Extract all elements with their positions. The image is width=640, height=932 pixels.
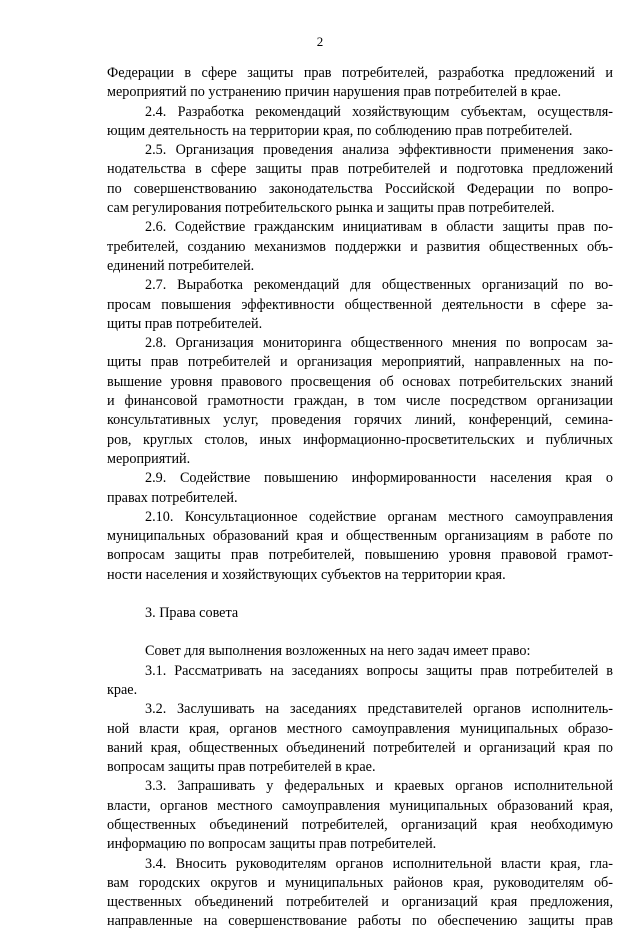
document-body (107, 64, 613, 932)
text-line: Совет для выполнения возложенных на него задач имеет право: (145, 643, 531, 660)
text-line: 3.4. Вносить руководителям органов исполнительной власти края, гла- (145, 855, 613, 872)
text-line: 2.5. Организация проведения анализа эффективности применения зако- (145, 142, 613, 159)
text-line: щиты прав потребителей. (107, 315, 263, 332)
text-line: по совершенствованию законодательства Российской Федерации по вопро- (107, 180, 613, 197)
paragraph (107, 334, 613, 469)
text-line: 2.4. Разработка рекомендаций хозяйствующим субъектам, осуществля- (145, 103, 613, 120)
text-line: мероприятий по устранению причин нарушения прав потребителей в крае. (107, 84, 562, 101)
text-line: 3.1. Рассматривать на заседаниях вопросы защиты прав потребителей в (145, 662, 613, 679)
paragraph (107, 276, 613, 334)
text-line: муниципальных образований края и общественным организациям в работе по (107, 528, 613, 545)
text-line: власти, органов местного самоуправления муниципальных образований края, (107, 797, 613, 814)
text-line: вопросам защиты прав потребителей, повышению уровня правовой грамот- (107, 547, 613, 564)
paragraph-gap (107, 585, 613, 604)
text-line: требителей, созданию механизмов поддержки и развития общественных объ- (107, 238, 613, 255)
paragraph (107, 855, 613, 932)
paragraph (107, 218, 613, 276)
text-line: ности населения и хозяйствующих субъектов на территории края. (107, 566, 506, 583)
page-number: 2 (316, 34, 324, 49)
text-line: правах потребителей. (107, 489, 238, 506)
text-line: сам регулирования потребительского рынка и защиты прав потребителей. (107, 200, 555, 217)
text-line: щиты прав потребителей и организация мероприятий, направленных на по- (107, 354, 613, 371)
paragraph (107, 64, 613, 103)
text-line: 3.2. Заслушивать на заседаниях представителей органов исполнитель- (145, 701, 613, 718)
paragraph (107, 642, 613, 661)
paragraph (107, 700, 613, 777)
paragraph (107, 604, 613, 623)
text-line: и финансовой грамотности граждан, в том числе посредством организации (107, 393, 613, 410)
text-line: вопросам защиты прав потребителей в крае. (107, 759, 376, 776)
text-line: просам повышения эффективности общественной деятельности в сфере за- (107, 296, 613, 313)
text-line: 3.3. Запрашивать у федеральных и краевых органов исполнительной (145, 778, 613, 795)
text-line: общественных объединений потребителей, организаций края необходимую (107, 816, 613, 833)
text-line: 2.9. Содействие повышению информированности населения края о (145, 470, 613, 487)
text-line: консультативных услуг, проведения горячих линий, конференций, семина- (107, 412, 613, 429)
text-line: ной власти края, органов местного самоуправления муниципальных образо- (107, 720, 613, 737)
text-line: ров, круглых столов, иных информационно-просветительских и публичных (107, 431, 613, 448)
text-line: 2.6. Содействие гражданским инициативам в области защиты прав по- (145, 219, 613, 236)
text-line: мероприятий. (107, 450, 191, 467)
text-line: нодательства в сфере защиты прав потребителей и подготовка предложений (107, 161, 613, 178)
paragraph (107, 469, 613, 508)
text-line: крае. (107, 681, 138, 698)
text-line: вам городских округов и муниципальных районов края, руководителям об- (107, 874, 613, 891)
paragraph (107, 508, 613, 585)
text-line: 3. Права совета (145, 605, 239, 622)
text-line: 2.8. Организация мониторинга общественного мнения по вопросам за- (145, 335, 613, 352)
paragraph (107, 103, 613, 142)
paragraph (107, 141, 613, 218)
text-line: 2.10. Консультационное содействие органам местного самоуправления (145, 508, 613, 525)
paragraph (107, 777, 613, 854)
text-line: 2.7. Выработка рекомендаций для общественных организаций по во- (145, 277, 613, 294)
text-line: информацию по вопросам защиты прав потребителей. (107, 836, 437, 853)
text-line: единений потребителей. (107, 257, 255, 274)
text-line: ваний края, общественных объединений потребителей и организаций края по (107, 739, 613, 756)
text-line: Федерации в сфере защиты прав потребителей, разработка предложений и (107, 65, 613, 81)
text-line: щественных объединений потребителей и организаций края предложения, (107, 894, 613, 911)
text-line: направленные на совершенствование работы по обеспечению защиты прав (107, 913, 613, 930)
paragraph-gap (107, 623, 613, 642)
text-line: вышение уровня правового просвещения об основах потребительских знаний (107, 373, 613, 390)
text-line: ющим деятельность на территории края, по соблюдению прав потребителей. (107, 122, 573, 139)
paragraph (107, 662, 613, 701)
